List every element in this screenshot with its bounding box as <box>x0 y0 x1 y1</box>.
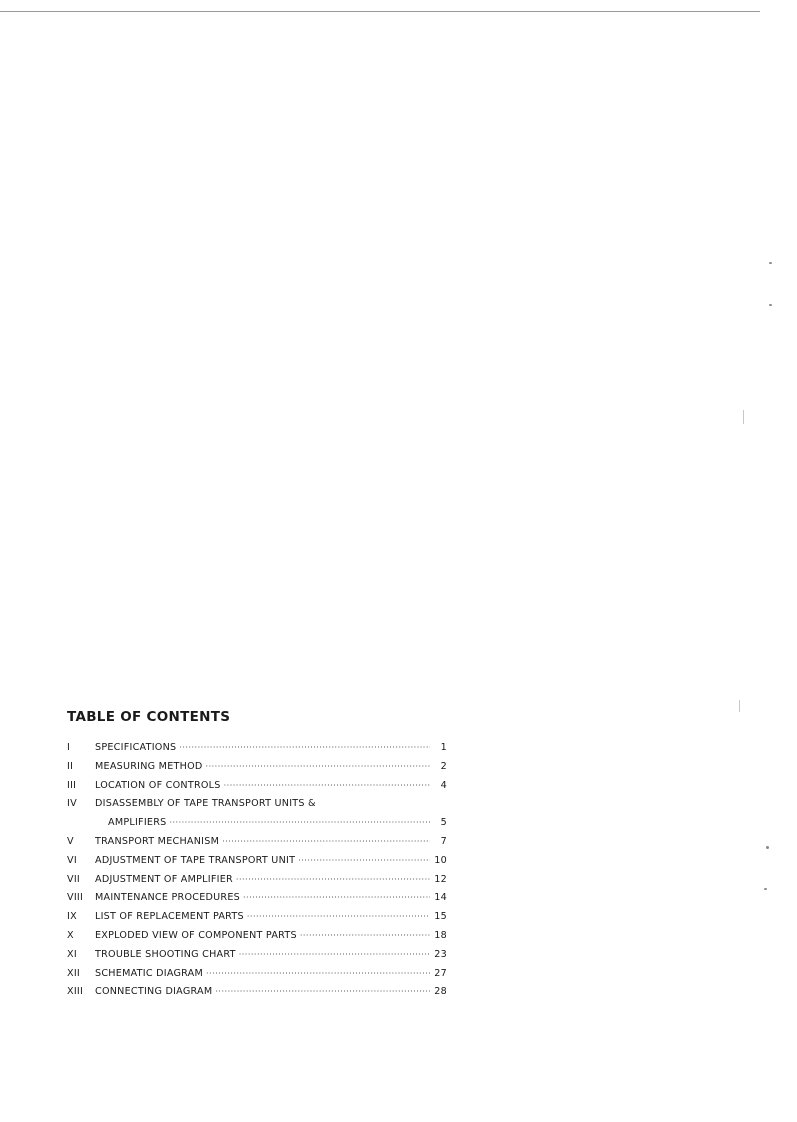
toc-entry-page: 23 <box>434 948 447 960</box>
toc-leader-dots <box>206 969 430 978</box>
toc-entry-number: I <box>67 742 71 753</box>
toc-entry-page: 4 <box>440 779 447 791</box>
toc-entry-page: 12 <box>434 873 447 885</box>
toc-leader-dots <box>179 743 430 752</box>
toc-entry-page: 1 <box>440 742 447 753</box>
toc-entry-title: MEASURING METHOD <box>95 760 203 772</box>
toc-entry <box>67 780 447 799</box>
toc-entry-page: 27 <box>434 967 447 979</box>
toc-entry <box>67 911 447 930</box>
toc-entry-title: ADJUSTMENT OF TAPE TRANSPORT UNIT <box>95 854 296 866</box>
toc-leader-dots <box>239 950 430 959</box>
toc-entry-title: TROUBLE SHOOTING CHART <box>95 948 236 960</box>
toc-entry-title: EXPLODED VIEW OF COMPONENT PARTS <box>95 929 297 941</box>
scan-speck <box>766 846 769 849</box>
toc-entry <box>67 761 447 780</box>
toc-entry <box>67 874 447 893</box>
toc-title: TABLE OF CONTENTS <box>67 709 231 725</box>
toc-entry <box>67 798 447 817</box>
toc-entry-number: V <box>67 835 74 847</box>
toc-entry-page: 18 <box>434 929 447 941</box>
toc-leader-dots <box>243 893 430 902</box>
toc-leader-dots <box>206 762 430 771</box>
toc-entry-number: X <box>67 929 74 941</box>
toc-entry <box>67 968 447 987</box>
toc-entry-number: II <box>67 760 74 772</box>
toc-entry <box>67 949 447 968</box>
toc-entry-number: VI <box>67 854 77 866</box>
toc-entry-title: LOCATION OF CONTROLS <box>95 779 221 791</box>
toc-leader-dots <box>236 875 430 884</box>
toc-entry <box>67 986 447 1005</box>
toc-list <box>67 742 447 1005</box>
toc-leader-dots <box>169 818 430 827</box>
toc-entry-title: SCHEMATIC DIAGRAM <box>95 967 204 979</box>
scan-speck <box>739 700 740 712</box>
toc-entry-number: VIII <box>67 892 84 904</box>
toc-entry-title: CONNECTING DIAGRAM <box>95 986 213 998</box>
toc-entry-page: 10 <box>434 854 447 866</box>
toc-entry-title: DISASSEMBLY OF TAPE TRANSPORT UNITS & <box>95 798 316 810</box>
toc-entry-page: 14 <box>434 892 447 904</box>
toc-entry <box>67 836 447 855</box>
toc-entry-title: MAINTENANCE PROCEDURES <box>95 892 240 904</box>
toc-entry-number: XI <box>67 948 77 960</box>
toc-entry-page: 7 <box>440 835 447 847</box>
toc-entry-title: SPECIFICATIONS <box>95 742 177 753</box>
toc-leader-dots <box>215 987 430 996</box>
toc-entry-title: ADJUSTMENT OF AMPLIFIER <box>95 873 233 885</box>
toc-entry-number: XII <box>67 967 80 979</box>
toc-leader-dots <box>300 931 430 940</box>
scan-speck <box>743 410 744 424</box>
toc-entry-continuation <box>67 817 447 836</box>
toc-entry <box>67 742 447 761</box>
toc-entry <box>67 855 447 874</box>
page-top-rule <box>0 11 760 12</box>
scan-speck <box>769 262 772 264</box>
toc-leader-dots <box>224 781 430 790</box>
toc-entry-number: IV <box>67 798 77 810</box>
toc-entry-page: 5 <box>440 817 447 829</box>
toc-entry-number: VII <box>67 873 80 885</box>
toc-leader-dots <box>222 837 430 846</box>
table-of-contents <box>67 706 447 1005</box>
toc-entry-title: TRANSPORT MECHANISM <box>95 835 220 847</box>
toc-entry-title-continued: AMPLIFIERS <box>108 817 167 829</box>
toc-entry <box>67 892 447 911</box>
scan-speck <box>764 888 767 890</box>
toc-entry <box>67 930 447 949</box>
toc-entry-number: III <box>67 779 77 791</box>
toc-entry-page: 2 <box>440 760 447 772</box>
toc-entry-title: LIST OF REPLACEMENT PARTS <box>95 911 244 923</box>
toc-entry-number: IX <box>67 911 77 923</box>
toc-entry-page: 28 <box>434 986 447 998</box>
scan-speck <box>769 304 772 306</box>
toc-entry-page: 15 <box>434 911 447 923</box>
toc-entry-number: XIII <box>67 986 84 998</box>
toc-leader-dots <box>298 856 430 865</box>
toc-leader-dots <box>247 912 430 921</box>
